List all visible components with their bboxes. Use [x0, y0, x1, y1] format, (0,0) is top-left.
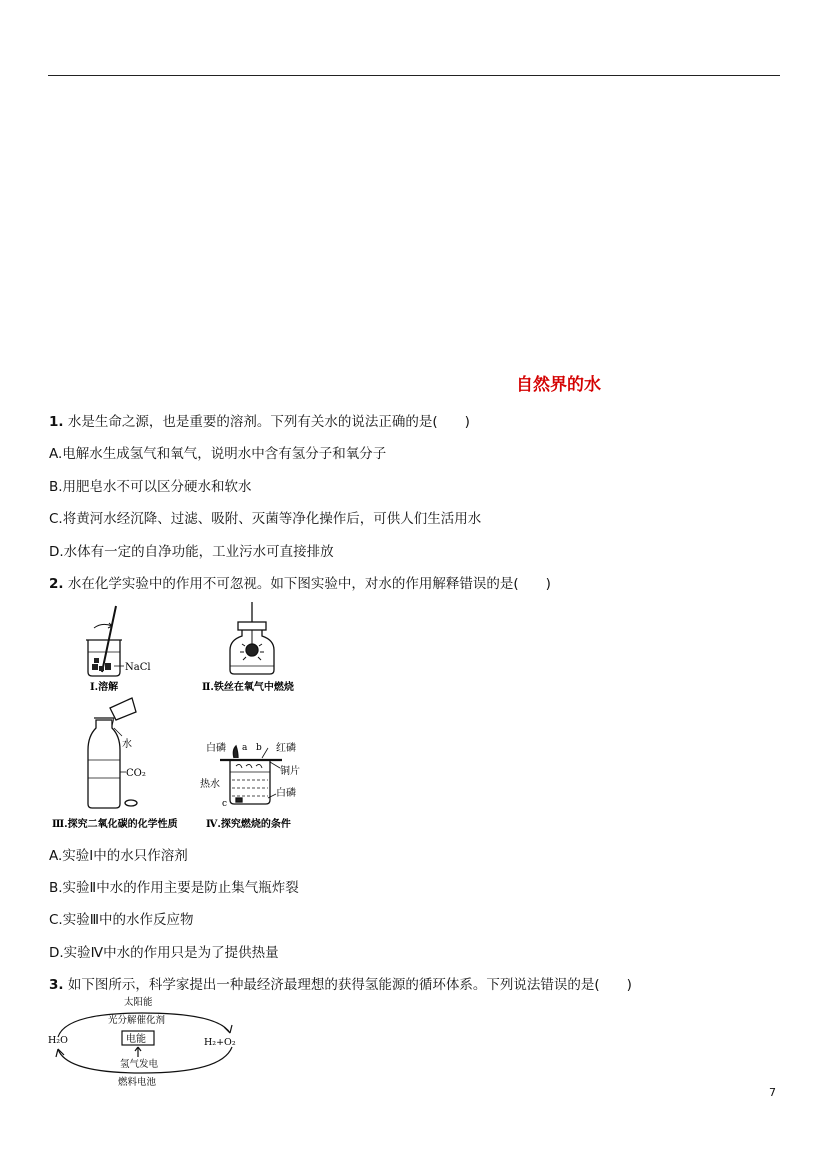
question-2 [49, 572, 551, 592]
exp4-a-label: a [242, 743, 248, 753]
gas-bottle-diagram [230, 602, 274, 674]
page-number: 7 [769, 1086, 776, 1099]
plastic-bottle-diagram [88, 698, 137, 808]
question-stem: 如下图所示，科学家提出一种最经济最理想的获得氢能源的循环体系。下列说法错误的是( ) [67, 977, 632, 993]
cycle-top1: 太阳能 [124, 997, 153, 1008]
experiment-figure [52, 600, 330, 835]
option-1c: C.将黄河水经沉降、过滤、吸附、灭菌等净化操作后，可供人们生活用水 [49, 511, 482, 527]
cycle-right: H₂+O₂ [204, 1037, 236, 1048]
option-1d: D.水体有一定的自净功能，工业污水可直接排放 [49, 544, 334, 560]
beaker-diagram [86, 606, 122, 676]
option-2c: C.实验Ⅲ中的水作反应物 [49, 912, 194, 928]
option-2b: B.实验Ⅱ中水的作用主要是防止集气瓶炸裂 [49, 880, 299, 896]
exp4-caption: Ⅳ.探究燃烧的条件 [206, 819, 291, 830]
header-rule [48, 75, 780, 76]
hydrogen-cycle-figure [46, 993, 246, 1089]
question-number: 2. [49, 576, 64, 592]
cycle-bottom: 燃料电池 [118, 1077, 157, 1088]
exp4-white-p2-label: 白磷 [276, 788, 296, 799]
question-1 [49, 410, 470, 430]
cycle-left: H₂O [48, 1035, 68, 1046]
question-stem: 水在化学实验中的作用不可忽视。如下图实验中，对水的作用解释错误的是( ) [67, 576, 551, 592]
exp4-hot-water-label: 热水 [200, 779, 220, 790]
cycle-center: 电能 [126, 1034, 146, 1045]
option-1a: A.电解水生成氢气和氧气，说明水中含有氢分子和氧分子 [49, 446, 387, 462]
question-number: 3. [49, 977, 64, 993]
exp3-water-label: 水 [122, 739, 132, 750]
question-stem: 水是生命之源，也是重要的溶剂。下列有关水的说法正确的是( ) [67, 414, 470, 430]
exp1-caption: Ⅰ.溶解 [90, 682, 119, 693]
exp3-gas-label: CO₂ [126, 768, 146, 779]
exp4-white-p-label: 白磷 [206, 743, 226, 754]
option-2a: A.实验Ⅰ中的水只作溶剂 [49, 848, 188, 864]
option-2d: D.实验Ⅳ中水的作用只是为了提供热量 [49, 945, 279, 961]
cycle-mid: 氢气发电 [120, 1059, 159, 1070]
exp4-copper-label: 铜片 [280, 766, 300, 777]
option-1b: B.用肥皂水不可以区分硬水和软水 [49, 479, 252, 495]
question-3 [49, 973, 632, 993]
exp4-c-label: c [222, 799, 228, 809]
exp3-caption: Ⅲ.探究二氧化碳的化学性质 [52, 819, 178, 830]
cycle-top2: 光分解催化剂 [108, 1015, 166, 1026]
page-title: 自然界的水 [516, 375, 601, 395]
exp4-b-label: b [256, 743, 262, 753]
question-number: 1. [49, 414, 64, 430]
exp1-reagent-label: NaCl [125, 662, 151, 673]
salt-crystals [92, 658, 111, 671]
exp4-red-p-label: 红磷 [276, 743, 296, 754]
exp2-caption: Ⅱ.铁丝在氧气中燃烧 [202, 682, 294, 693]
